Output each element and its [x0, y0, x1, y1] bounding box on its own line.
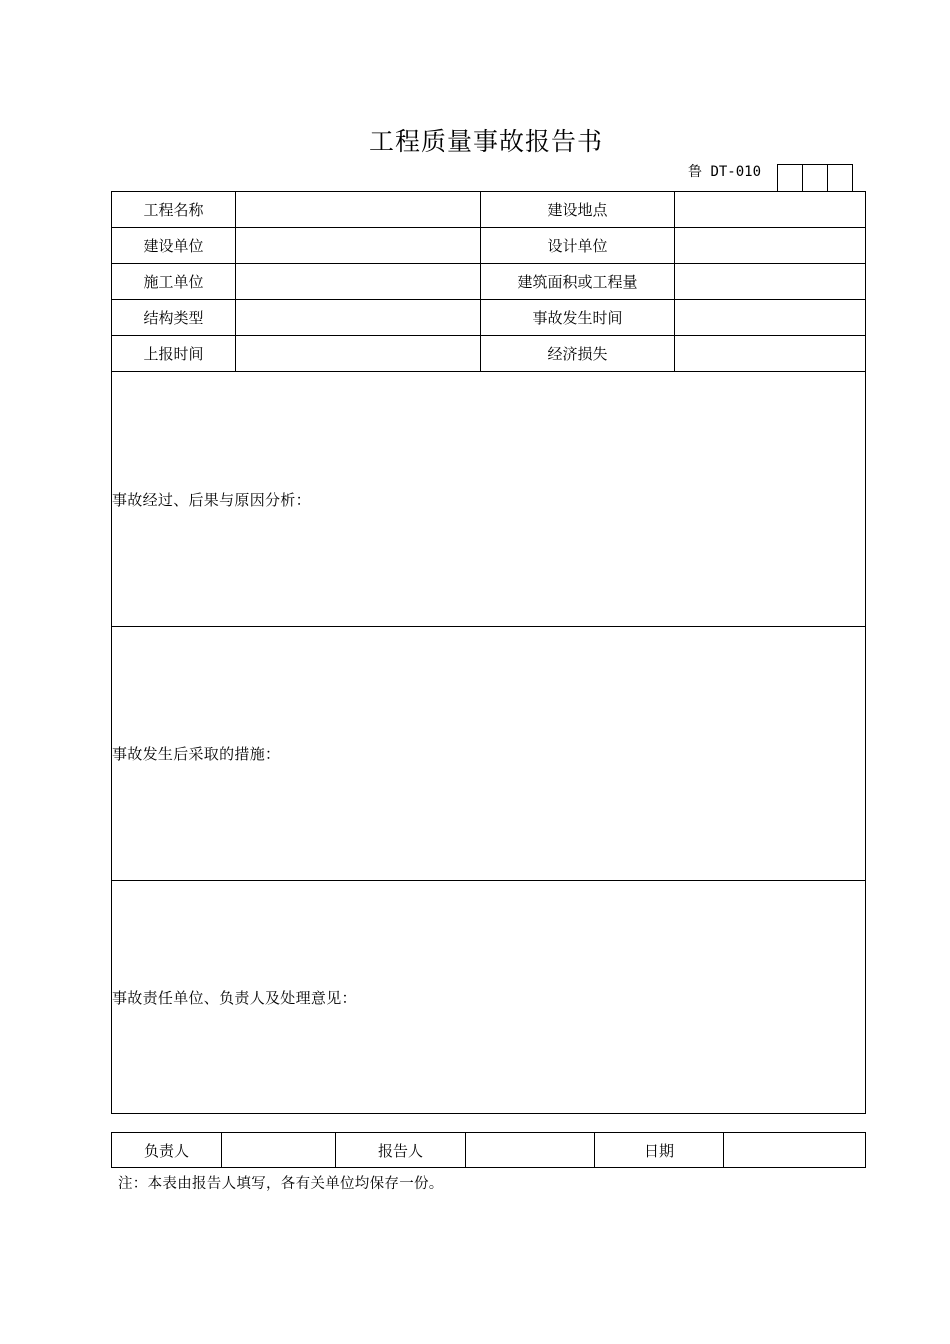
- signature-table: [111, 1132, 866, 1168]
- date-field[interactable]: [724, 1133, 866, 1168]
- building-area-field[interactable]: [675, 264, 866, 300]
- responsibility-section[interactable]: [112, 881, 866, 1114]
- construction-site-field[interactable]: [675, 192, 866, 228]
- form-title: 工程质量事故报告书: [368, 127, 603, 156]
- construction-site-label: 建设地点: [481, 192, 675, 228]
- info-row: [112, 192, 866, 228]
- cause-section[interactable]: [112, 372, 866, 627]
- contractor-label: 施工单位: [112, 264, 236, 300]
- form-code-number: DT-010: [710, 164, 762, 180]
- design-unit-field[interactable]: [675, 228, 866, 264]
- form-code-label: [688, 164, 761, 180]
- reporter-label: 报告人: [336, 1133, 466, 1168]
- code-box[interactable]: [803, 165, 828, 191]
- report-time-label: 上报时间: [112, 336, 236, 372]
- measures-section[interactable]: [112, 627, 866, 881]
- form-code-row: [688, 164, 853, 191]
- accident-time-label: 事故发生时间: [481, 300, 675, 336]
- responsible-person-field[interactable]: [222, 1133, 336, 1168]
- responsibility-section-row: [112, 881, 866, 1114]
- structure-type-field[interactable]: [236, 300, 481, 336]
- info-row: [112, 264, 866, 300]
- code-box[interactable]: [828, 165, 852, 191]
- reporter-field[interactable]: [466, 1133, 595, 1168]
- developer-field[interactable]: [236, 228, 481, 264]
- contractor-field[interactable]: [236, 264, 481, 300]
- responsible-person-label: 负责人: [112, 1133, 222, 1168]
- building-area-label: 建筑面积或工程量: [481, 264, 675, 300]
- project-name-field[interactable]: [236, 192, 481, 228]
- measures-section-row: [112, 627, 866, 881]
- measures-section-label: 事故发生后采取的措施：: [112, 745, 281, 763]
- date-label: 日期: [595, 1133, 724, 1168]
- signature-row: [112, 1133, 866, 1168]
- accident-time-field[interactable]: [675, 300, 866, 336]
- structure-type-label: 结构类型: [112, 300, 236, 336]
- responsibility-section-label: 事故责任单位、负责人及处理意见：: [112, 988, 357, 1007]
- cause-section-row: [112, 372, 866, 627]
- cause-section-label: 事故经过、后果与原因分析：: [112, 490, 311, 509]
- design-unit-label: 设计单位: [481, 228, 675, 264]
- info-row: [112, 300, 866, 336]
- info-row: [112, 228, 866, 264]
- developer-label: 建设单位: [112, 228, 236, 264]
- footnote: 注：本表由报告人填写，各有关单位均保存一份。: [118, 1176, 444, 1192]
- form-code-prefix: 鲁: [688, 164, 702, 180]
- form-code-boxes: [777, 164, 853, 191]
- project-name-label: 工程名称: [112, 192, 236, 228]
- report-form-table: [111, 191, 866, 1114]
- economic-loss-field[interactable]: [675, 336, 866, 372]
- info-row: [112, 336, 866, 372]
- code-box[interactable]: [778, 165, 803, 191]
- economic-loss-label: 经济损失: [481, 336, 675, 372]
- report-time-field[interactable]: [236, 336, 481, 372]
